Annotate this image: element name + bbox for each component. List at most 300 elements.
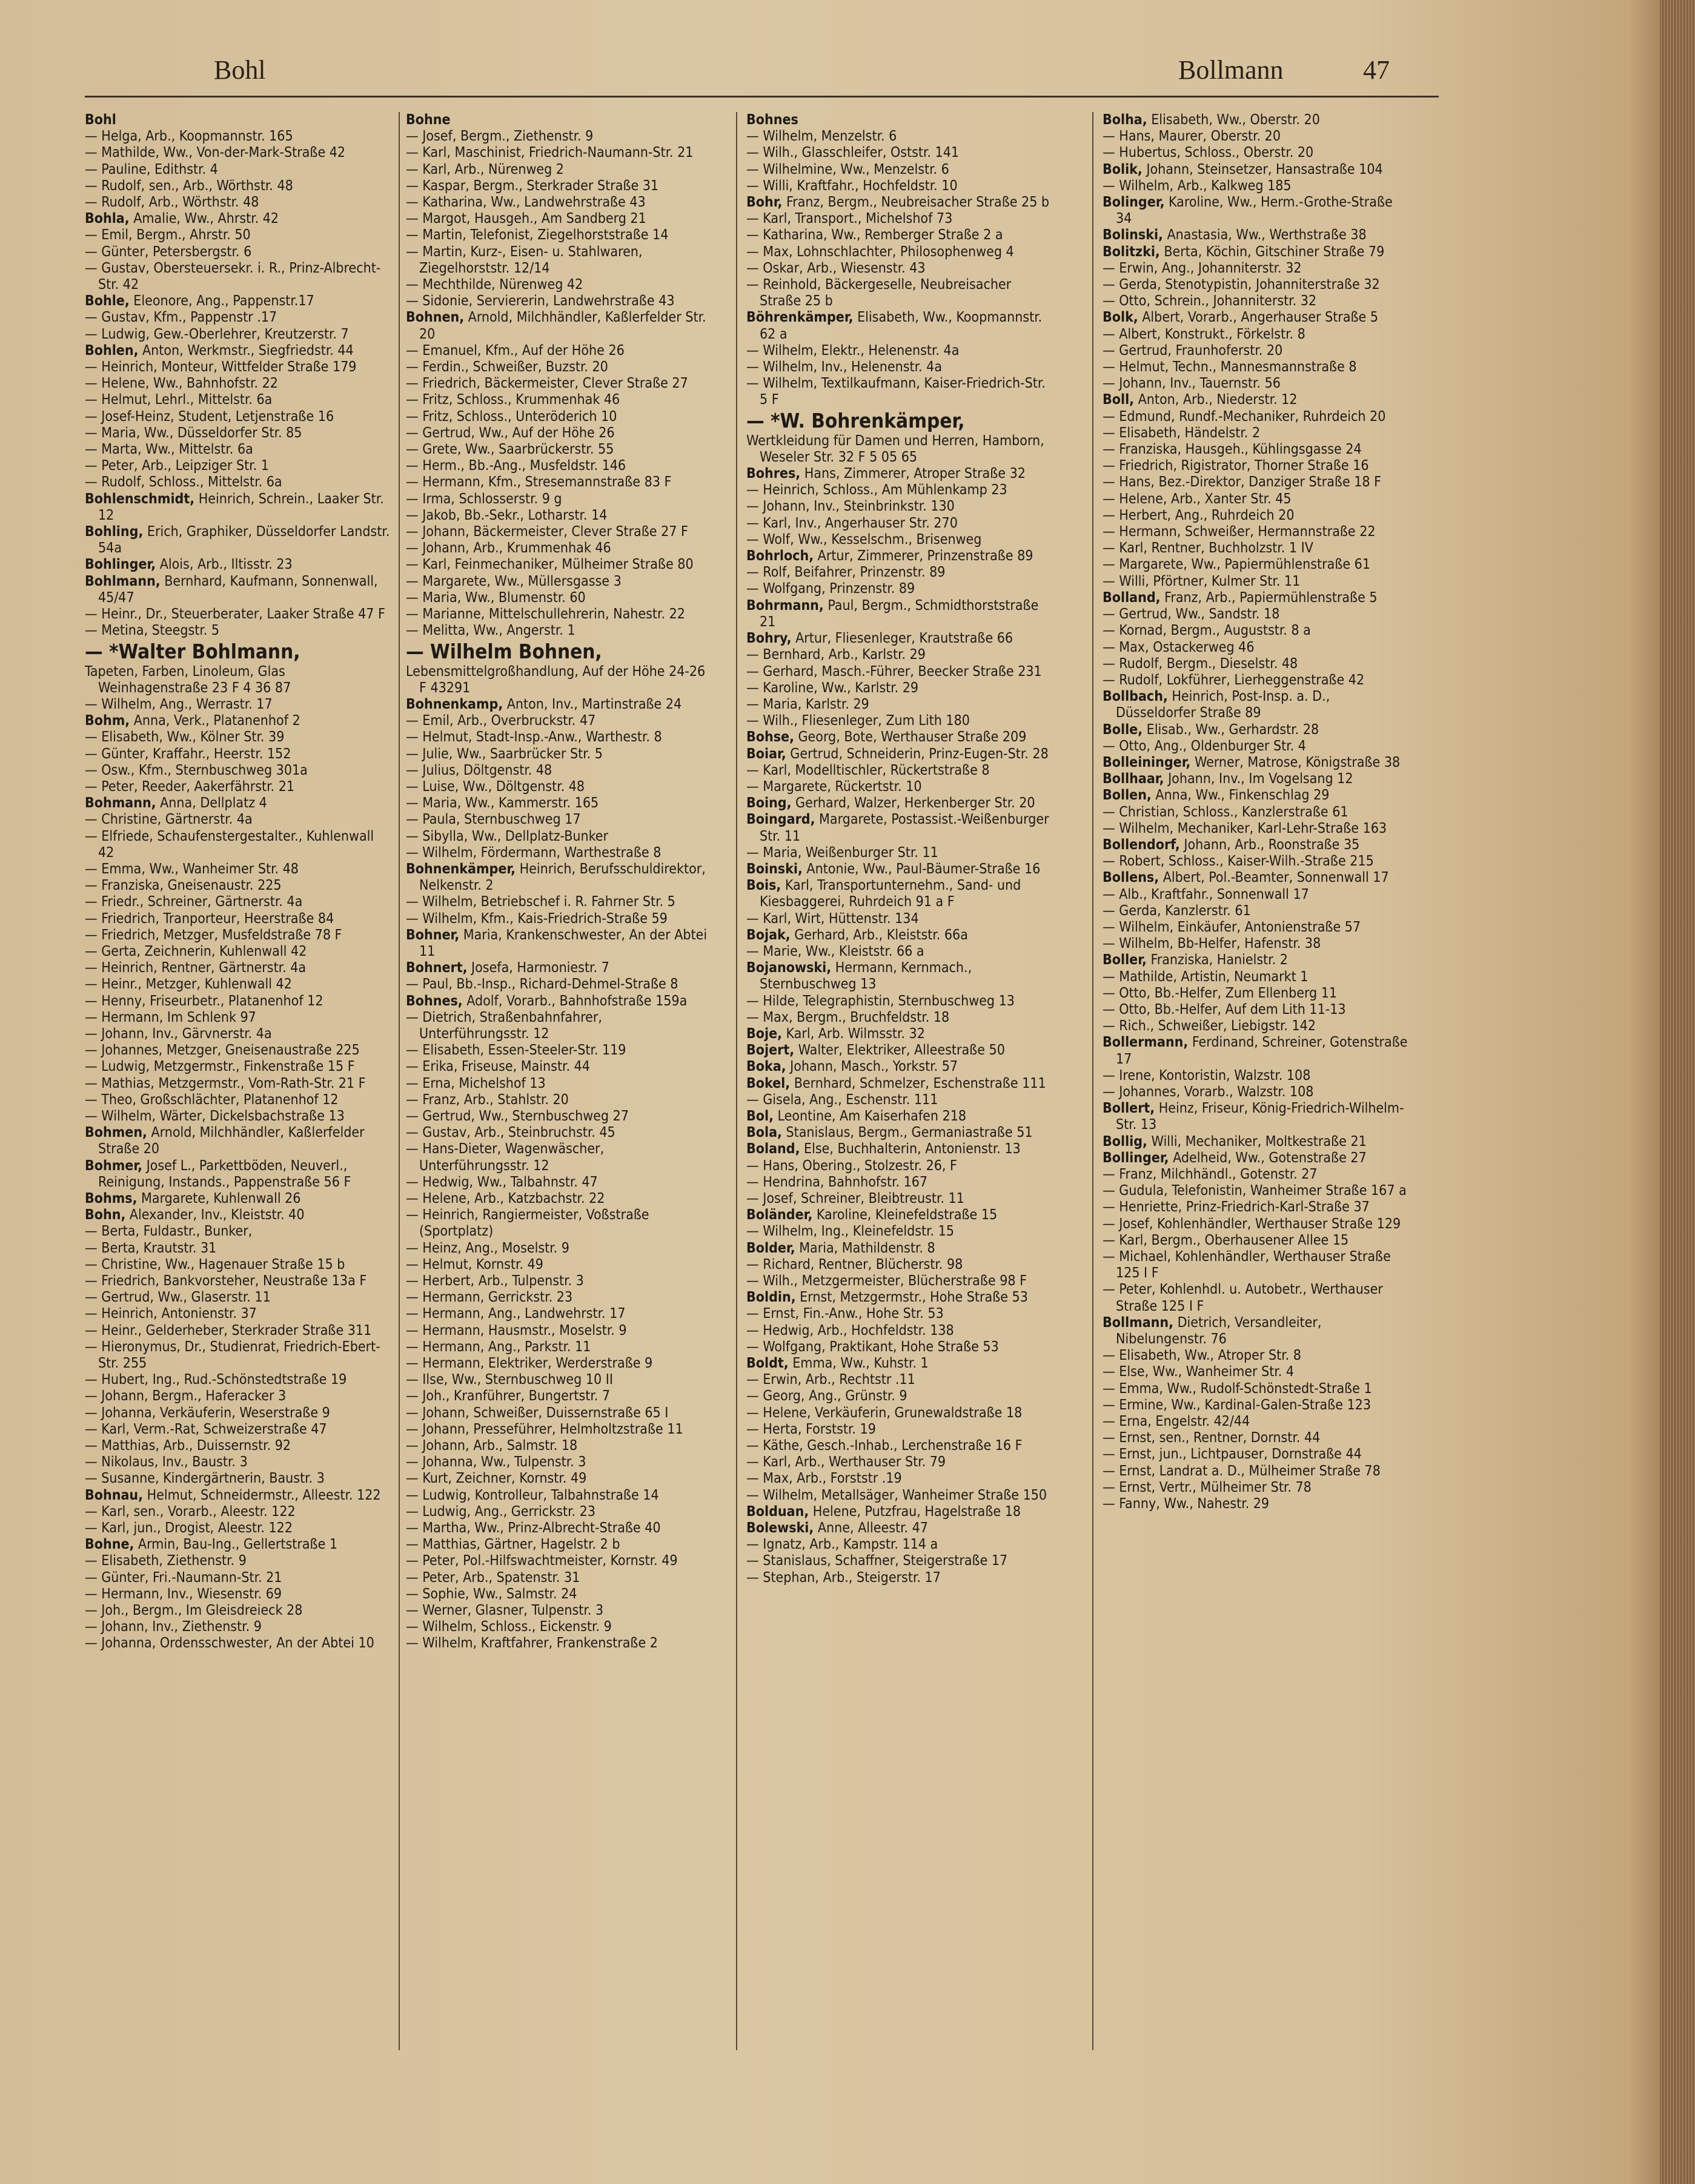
surname-heading: Bohne: [406, 112, 451, 128]
directory-entry: [746, 1388, 1055, 1405]
directory-entry: [1103, 343, 1411, 359]
entry-text: — Otto, Bb.-Helfer, Zum Ellenberg 11: [1103, 985, 1338, 1001]
entry-text: Antonie, Ww., Paul-Bäumer-Straße 16: [802, 861, 1041, 877]
entry-text: — Erwin, Ang., Johanniterstr. 32: [1103, 260, 1302, 276]
entry-text: Alois, Arb., Iltisstr. 23: [156, 557, 293, 573]
directory-entry: [406, 1257, 715, 1273]
directory-entry: [406, 1454, 715, 1471]
directory-entry: [1103, 112, 1411, 128]
directory-entry: [406, 425, 715, 442]
directory-entry: [85, 1108, 394, 1125]
directory-entry: [1103, 442, 1411, 458]
entry-text: — Heinz, Ang., Moselstr. 9: [406, 1240, 569, 1256]
entry-text: — Hilde, Telegraphistin, Sternbuschweg 13: [746, 993, 1015, 1009]
entry-text: — Willi, Pförtner, Kulmer Str. 11: [1103, 573, 1301, 589]
entry-text: Karoline, Kleinefeldstraße 15: [812, 1207, 998, 1223]
directory-entry: [85, 1026, 394, 1042]
entry-text: — Wilhelm, Ang., Werrastr. 17: [85, 696, 273, 712]
surname-heading: Boländer,: [746, 1207, 813, 1223]
directory-entry: [406, 474, 715, 491]
directory-entry: [85, 713, 394, 729]
directory-entry: [406, 829, 715, 845]
entry-text: Artur, Fliesenleger, Krautstraße 66: [791, 630, 1013, 647]
entry-text: — Sophie, Ww., Salmstr. 24: [406, 1586, 577, 1602]
directory-entry: [1103, 1034, 1411, 1067]
directory-entry: [1103, 952, 1411, 968]
directory-entry: [746, 359, 1055, 376]
directory-entry: [85, 1454, 394, 1471]
directory-entry: [406, 1273, 715, 1289]
directory-entry: [85, 392, 394, 408]
entry-text: — Wilhelm, Wärter, Dickelsbachstraße 13: [85, 1108, 345, 1124]
entry-text: — Wilhelm, Arb., Kalkweg 185: [1103, 177, 1292, 194]
directory-entry: [1103, 1166, 1411, 1183]
directory-entry: [746, 466, 1055, 482]
directory-entry: [85, 1191, 394, 1207]
entry-text: — Elisabeth, Ww., Atroper Str. 8: [1103, 1348, 1301, 1364]
directory-entry: [746, 128, 1055, 145]
entry-text: — Gustav, Arb., Steinbruchstr. 45: [406, 1125, 615, 1141]
directory-entry: [1103, 656, 1411, 672]
entry-text: — Gerhard, Masch.-Führer, Beecker Straße 231: [746, 663, 1042, 680]
entry-text: — Hans, Maurer, Oberstr. 20: [1103, 128, 1281, 145]
directory-entry: [746, 763, 1055, 779]
directory-entry: [746, 861, 1055, 878]
directory-entry: [85, 1092, 394, 1108]
directory-entry: [406, 861, 715, 894]
entry-text: — Dietrich, Straßenbahnfahrer, Unterführungsstr. 12: [406, 1009, 602, 1042]
entry-text: — Hermann, Elektriker, Werderstraße 9: [406, 1355, 653, 1372]
surname-heading: Bohne,: [85, 1537, 134, 1553]
directory-entry: [85, 911, 394, 927]
directory-entry: [406, 1355, 715, 1372]
directory-entry: [85, 1471, 394, 1487]
entry-text: — Ernst, Vertr., Mülheimer Str. 78: [1103, 1479, 1312, 1495]
directory-entry: [746, 1405, 1055, 1421]
directory-entry: [746, 680, 1055, 697]
entry-text: — Martha, Ww., Prinz-Albrecht-Straße 40: [406, 1520, 661, 1537]
directory-entry: [1103, 837, 1411, 853]
business-name: — Wilhelm Bohnen,: [406, 639, 602, 663]
directory-entry: [746, 1042, 1055, 1059]
entry-text: — Mathilde, Ww., Von-der-Mark-Straße 42: [85, 145, 346, 161]
entry-text: — Peter, Arb., Leipziger Str. 1: [85, 458, 269, 474]
entry-text: Josefa, Harmoniestr. 7: [467, 960, 609, 976]
entry-text: — Peter, Kohlenhdl. u. Autobetr., Werthauser Straße 125 I F: [1103, 1282, 1383, 1314]
directory-entry: [1103, 540, 1411, 557]
directory-entry: [85, 746, 394, 763]
directory-entry: [85, 927, 394, 944]
entry-text: Elisabeth, Ww., Koopmannstr. 62 a: [760, 309, 1043, 342]
entry-text: — Henriette, Prinz-Friedrich-Karl-Straße 37: [1103, 1199, 1370, 1216]
entry-text: — Erwin, Arb., Rechtstr .11: [746, 1372, 915, 1388]
entry-text: — Wilhelm, Bb-Helfer, Hafenstr. 38: [1103, 936, 1321, 952]
directory-entry: [1103, 162, 1411, 178]
directory-entry: [85, 491, 394, 524]
entry-text: — Julie, Ww., Saarbrücker Str. 5: [406, 746, 603, 762]
entry-text: — Hermann, Gerrickstr. 23: [406, 1289, 573, 1306]
directory-entry: [746, 911, 1055, 927]
surname-heading: Bojert,: [746, 1042, 795, 1059]
directory-entry: [85, 993, 394, 1010]
directory-entry: [746, 1438, 1055, 1454]
entry-text: — Karl, Feinmechaniker, Mülheimer Straße 80: [406, 557, 694, 573]
entry-text: — Marianne, Mittelschullehrerin, Nahestr. 22: [406, 606, 685, 623]
entry-text: — Margarete, Rückertstr. 10: [746, 778, 922, 795]
directory-entry: [1103, 194, 1411, 227]
entry-text: Franziska, Hanielstr. 2: [1146, 952, 1288, 968]
directory-entry: [85, 1553, 394, 1569]
entry-text: — Paul, Bb.-Insp., Richard-Dehmel-Straße 8: [406, 976, 678, 993]
surname-heading: Bolk,: [1103, 309, 1138, 326]
column-2: [406, 112, 715, 2068]
entry-text: — Rich., Schweißer, Liebigstr. 142: [1103, 1018, 1316, 1034]
column-3: [746, 112, 1055, 2068]
directory-entry: [406, 729, 715, 746]
directory-entry: [85, 1586, 394, 1603]
entry-text: — Karoline, Ww., Karlstr. 29: [746, 680, 919, 696]
entry-text: Albert, Pol.-Beamter, Sonnenwall 17: [1159, 870, 1389, 886]
entry-text: — Franziska, Gneisenaustr. 225: [85, 878, 282, 894]
entry-text: — Ermine, Ww., Kardinal-Galen-Straße 123: [1103, 1397, 1372, 1413]
directory-entry: [406, 145, 715, 161]
entry-text: — Gertrud, Ww., Glaserstr. 11: [85, 1289, 271, 1306]
directory-entry: [746, 1339, 1055, 1355]
directory-entry: [746, 112, 1055, 128]
directory-entry: [746, 409, 1055, 433]
surname-heading: Boldin,: [746, 1289, 796, 1306]
directory-entry: [1103, 1002, 1411, 1018]
directory-entry: [85, 829, 394, 861]
directory-entry: [1103, 1496, 1411, 1512]
directory-entry: [85, 812, 394, 828]
entry-text: — Friedrich, Bäckermeister, Clever Straße 27: [406, 376, 688, 392]
entry-text: — Emil, Arb., Overbruckstr. 47: [406, 713, 596, 729]
entry-text: Leontine, Am Kaiserhafen 218: [773, 1108, 967, 1124]
surname-heading: Bollbach,: [1103, 689, 1168, 705]
directory-entry: [406, 795, 715, 812]
directory-entry: [1103, 804, 1411, 821]
entry-text: — Wilhelm, Elektr., Helenenstr. 4a: [746, 342, 960, 359]
entry-text: — Max, Arb., Forststr .19: [746, 1471, 902, 1487]
directory-entry: [1103, 606, 1411, 623]
entry-text: — Elisabeth, Händelstr. 2: [1103, 425, 1261, 441]
directory-entry: [85, 409, 394, 425]
directory-entry: [746, 1191, 1055, 1207]
directory-entry: [406, 1141, 715, 1174]
entry-text: — Wilhelm, Betriebschef i. R. Fahrner Str. 5: [406, 894, 675, 910]
directory-entry: [406, 1504, 715, 1520]
entry-text: — Metina, Steegstr. 5: [85, 623, 220, 639]
entry-text: — Gustav, Obersteuersekr. i. R., Prinz-Albrecht-Str. 42: [85, 260, 381, 293]
entry-text: Anton, Werkmstr., Siegfriedstr. 44: [138, 342, 354, 359]
entry-text: — Wolf, Ww., Kesselschm., Brisenweg: [746, 531, 982, 548]
directory-entry: [85, 376, 394, 392]
entry-text: — Theo, Großschlächter, Platanenhof 12: [85, 1091, 339, 1108]
entry-text: Johann, Masch., Yorkstr. 57: [786, 1059, 958, 1075]
entry-text: — Emanuel, Kfm., Auf der Höhe 26: [406, 342, 625, 359]
entry-text: — Margot, Hausgeh., Am Sandberg 21: [406, 211, 646, 227]
entry-text: — Fritz, Schloss., Unteröderich 10: [406, 408, 617, 425]
directory-entry: [406, 812, 715, 828]
entry-text: — Otto, Schrein., Johanniterstr. 32: [1103, 293, 1317, 309]
directory-entry: [1103, 623, 1411, 639]
directory-entry: [85, 1042, 394, 1059]
directory-entry: [1103, 672, 1411, 689]
entry-text: — Mathilde, Artistin, Neumarkt 1: [1103, 968, 1309, 985]
directory-entry: [406, 976, 715, 993]
surname-heading: Bollig,: [1103, 1133, 1147, 1150]
surname-heading: Boland,: [746, 1141, 800, 1157]
entry-text: — Wilhelm, Einkäufer, Antonienstraße 57: [1103, 919, 1361, 935]
directory-entry: [406, 1240, 715, 1257]
directory-entry: [746, 697, 1055, 713]
entry-text: — Irma, Schlosserstr. 9 g: [406, 491, 562, 507]
entry-text: — Osw., Kfm., Sternbuschweg 301a: [85, 762, 308, 778]
surname-heading: Bolinski,: [1103, 227, 1163, 243]
entry-text: — Karl, Rentner, Buchholzstr. 1 IV: [1103, 540, 1313, 557]
entry-text: Stanislaus, Bergm., Germaniastraße 51: [781, 1125, 1033, 1141]
entry-text: — Hans, Bez.-Direktor, Danziger Straße 18 F: [1103, 474, 1382, 491]
directory-entry: [1103, 1430, 1411, 1446]
directory-entry: [85, 1339, 394, 1372]
surname-heading: Bollhaar,: [1103, 771, 1164, 787]
entry-text: — Rudolf, sen., Arb., Wörthstr. 48: [85, 177, 293, 194]
entry-text: — Josef-Heinz, Student, Letjenstraße 16: [85, 408, 334, 425]
surname-heading: Boje,: [746, 1025, 782, 1042]
entry-text: — Wilhelm, Inv., Helenenstr. 4a: [746, 359, 943, 376]
directory-entry: [746, 1289, 1055, 1306]
entry-text: — Gerda, Stenotypistin, Johanniterstraße 32: [1103, 277, 1380, 293]
entry-text: — Johannes, Vorarb., Walzstr. 108: [1103, 1084, 1314, 1100]
entry-text: — Johann, Inv., Tauernstr. 56: [1103, 376, 1281, 392]
entry-text: — Herm., Bb.-Ang., Musfeldstr. 146: [406, 458, 626, 474]
directory-entry: [85, 1240, 394, 1257]
entry-text: Anton, Inv., Martinstraße 24: [503, 696, 682, 712]
surname-heading: Bojanowski,: [746, 960, 832, 976]
directory-entry: [406, 211, 715, 227]
entry-text: — Robert, Schloss., Kaiser-Wilh.-Straße 215: [1103, 853, 1374, 870]
entry-text: — Heinrich, Rangiermeister, Voßstraße (Sportplatz): [406, 1207, 649, 1240]
running-head-right: Bollmann: [1178, 55, 1284, 85]
directory-entry: [85, 1010, 394, 1026]
directory-entry: [746, 1257, 1055, 1273]
column-4: [1103, 112, 1411, 2068]
directory-entry: [406, 112, 715, 128]
entry-text: — Else, Ww., Wanheimer Str. 4: [1103, 1364, 1295, 1380]
directory-entry: [406, 746, 715, 763]
entry-text: — Rudolf, Schloss., Mittelstr. 6a: [85, 474, 282, 491]
directory-entry: [746, 178, 1055, 194]
surname-heading: Bol,: [746, 1108, 774, 1124]
surname-heading: Bola,: [746, 1125, 782, 1141]
entry-text: Bernhard, Kaufmann, Sonnenwall, 45/47: [98, 573, 378, 606]
surname-heading: Boinski,: [746, 861, 803, 877]
entry-text: Gertrud, Schneiderin, Prinz-Eugen-Str. 28: [786, 746, 1049, 762]
directory-entry: [746, 498, 1055, 515]
directory-entry: [746, 1454, 1055, 1471]
directory-entry: [406, 194, 715, 211]
directory-entry: [85, 861, 394, 878]
directory-entry: [406, 442, 715, 458]
entry-text: — Hermann, Schweißer, Hermannstraße 22: [1103, 524, 1376, 540]
directory-entry: [406, 1388, 715, 1405]
entry-text: Arnold, Milchhändler, Kaßlerfelder Str. 20: [419, 309, 706, 342]
surname-heading: Bohnenkamp,: [406, 696, 503, 712]
entry-text: — Katharina, Ww., Landwehrstraße 43: [406, 194, 646, 211]
directory-entry: [1103, 409, 1411, 425]
entry-text: — Wilhelm, Fördermann, Warthestraße 8: [406, 844, 662, 861]
directory-entry: [85, 359, 394, 376]
entry-text: — Johannes, Metzger, Gneisenaustraße 225: [85, 1042, 360, 1059]
entry-text: — Wilhelmine, Ww., Menzelstr. 6: [746, 161, 949, 177]
directory-entry: [1103, 178, 1411, 194]
entry-text: — Ferdin., Schweißer, Buzstr. 20: [406, 359, 608, 376]
surname-heading: Bohling,: [85, 524, 144, 540]
surname-heading: Bohlmann,: [85, 573, 161, 589]
directory-entry: [746, 630, 1055, 647]
directory-entry: [406, 293, 715, 309]
directory-entry: [85, 211, 394, 227]
directory-entry: [746, 145, 1055, 161]
directory-entry: [1103, 227, 1411, 243]
directory-entry: [406, 1421, 715, 1438]
directory-entry: [85, 1603, 394, 1619]
directory-entry: [85, 960, 394, 976]
entry-text: — Josef, Kohlenhändler, Werthauser Straße 129: [1103, 1216, 1401, 1232]
entry-text: — Grete, Ww., Saarbrückerstr. 55: [406, 442, 614, 458]
surname-heading: Bohnau,: [85, 1487, 144, 1503]
entry-text: Tapeten, Farben, Linoleum, Glas Weinhagenstraße 23 F 4 36 87: [85, 663, 291, 696]
directory-entry: [406, 392, 715, 408]
entry-text: — Paula, Sternbuschweg 17: [406, 812, 581, 828]
directory-entry: [746, 1141, 1055, 1157]
surname-heading: Bollert,: [1103, 1100, 1155, 1117]
entry-text: Heinrich, Schrein., Laaker Str. 12: [98, 491, 384, 523]
entry-text: — Hieronymus, Dr., Studienrat, Friedrich-Ebert-Str. 255: [85, 1339, 380, 1372]
directory-entry: [406, 1520, 715, 1537]
directory-entry: [1103, 244, 1411, 260]
entry-text: Anna, Dellplatz 4: [156, 795, 267, 812]
entry-text: Walter, Elektriker, Alleestraße 50: [794, 1042, 1005, 1059]
entry-text: — Julius, Döltgenstr. 48: [406, 762, 552, 778]
directory-entry: [746, 548, 1055, 564]
entry-text: — Herbert, Ang., Ruhrdeich 20: [1103, 507, 1295, 523]
surname-heading: Bohner,: [406, 927, 460, 943]
entry-text: Johann, Inv., Im Vogelsang 12: [1164, 771, 1353, 787]
directory-entry: [1103, 985, 1411, 1002]
directory-entry: [406, 244, 715, 277]
entry-text: — Günter, Fri.-Naumann-Str. 21: [85, 1569, 282, 1586]
directory-entry: [85, 1076, 394, 1092]
entry-text: — Otto, Ang., Oldenburger Str. 4: [1103, 738, 1306, 754]
directory-entry: [746, 564, 1055, 581]
entry-text: — Wilhelm, Menzelstr. 6: [746, 128, 897, 145]
directory-entry: [85, 1059, 394, 1075]
surname-heading: Boingard,: [746, 812, 815, 828]
surname-heading: Bohn,: [85, 1207, 126, 1223]
directory-entry: [406, 590, 715, 606]
directory-entry: [406, 491, 715, 508]
directory-entry: [1103, 392, 1411, 408]
entry-text: — Helene, Ww., Bahnhofstr. 22: [85, 376, 278, 392]
directory-entry: [85, 244, 394, 260]
directory-entry: [746, 515, 1055, 532]
directory-entry: [1103, 491, 1411, 508]
entry-text: — Erika, Friseuse, Mainstr. 44: [406, 1059, 590, 1075]
directory-entry: [85, 1570, 394, 1586]
entry-text: — Oskar, Arb., Wiesenstr. 43: [746, 260, 926, 276]
entry-text: — Helga, Arb., Koopmannstr. 165: [85, 128, 293, 145]
directory-entry: [406, 713, 715, 729]
entry-text: — Joh., Bergm., Im Gleisdreieck 28: [85, 1603, 303, 1619]
entry-text: Josef L., Parkettböden, Neuverl., Reinigung, Instands., Pappenstraße 56 F: [98, 1157, 351, 1190]
directory-entry: [746, 376, 1055, 408]
directory-entry: [406, 1306, 715, 1322]
entry-text: — Maria, Karlstr. 29: [746, 696, 869, 712]
directory-entry: [746, 927, 1055, 944]
surname-heading: Bohnen,: [406, 309, 465, 326]
surname-heading: Bohrloch,: [746, 548, 814, 564]
directory-entry: [746, 1487, 1055, 1504]
entry-text: — Stanislaus, Schaffner, Steigerstraße 17: [746, 1553, 1008, 1569]
directory-entry: [406, 664, 715, 697]
entry-text: — Hendrina, Bahnhofstr. 167: [746, 1174, 928, 1190]
entry-text: Hans, Zimmerer, Atroper Straße 32: [800, 466, 1026, 482]
directory-entry: [85, 640, 394, 664]
entry-text: — Ludwig, Ang., Gerrickstr. 23: [406, 1503, 595, 1520]
surname-heading: Bokel,: [746, 1075, 791, 1091]
entry-text: — Elisabeth, Ww., Kölner Str. 39: [85, 729, 285, 746]
entry-text: — Hermann, Inv., Wiesenstr. 69: [85, 1586, 282, 1602]
entry-text: — Johann, Arb., Salmstr. 18: [406, 1438, 578, 1454]
directory-entry: [746, 729, 1055, 746]
entry-text: — Hermann, Ang., Parkstr. 11: [406, 1339, 591, 1355]
directory-entry: [85, 664, 394, 697]
directory-entry: [1103, 853, 1411, 870]
entry-text: — Erna, Engelstr. 42/44: [1103, 1414, 1250, 1430]
directory-entry: [1103, 1315, 1411, 1348]
entry-text: Wertkleidung für Damen und Herren, Hamborn, Weseler Str. 32 F 5 05 65: [746, 432, 1044, 465]
surname-heading: Bohmann,: [85, 795, 156, 812]
entry-text: Dietrich, Versandleiter, Nibelungenstr. 76: [1116, 1314, 1322, 1348]
entry-text: Eleonore, Ang., Pappenstr.17: [129, 293, 314, 309]
directory-entry: [1103, 557, 1411, 573]
directory-entry: [746, 1207, 1055, 1223]
directory-entry: [746, 1240, 1055, 1257]
page-edge: [1660, 0, 1695, 2184]
directory-entry: [406, 1125, 715, 1141]
entry-text: — Max, Bergm., Bruchfeldstr. 18: [746, 1009, 950, 1025]
directory-entry: [746, 1026, 1055, 1042]
directory-entry: [406, 1042, 715, 1059]
directory-entry: [746, 1174, 1055, 1191]
entry-text: — Herta, Forststr. 19: [746, 1421, 876, 1437]
entry-text: Karl, Arb. Wilmsstr. 32: [781, 1025, 925, 1042]
directory-entry: [1103, 640, 1411, 656]
directory-entry: [406, 1010, 715, 1042]
directory-entry: [746, 1273, 1055, 1289]
entry-text: — Susanne, Kindergärtnerin, Baustr. 3: [85, 1471, 325, 1487]
entry-text: — Karl, Inv., Angerhauser Str. 270: [746, 515, 958, 531]
surname-heading: Bolewski,: [746, 1520, 814, 1537]
entry-text: — Elisabeth, Essen-Steeler-Str. 119: [406, 1042, 626, 1059]
directory-entry: [406, 697, 715, 713]
entry-text: Ferdinand, Schreiner, Gotenstraße 17: [1116, 1034, 1408, 1067]
entry-text: Gerhard, Walzer, Herkenberger Str. 20: [791, 795, 1035, 812]
entry-text: — Rudolf, Lokführer, Lierheggenstraße 42: [1103, 672, 1365, 688]
entry-text: — Elfriede, Schaufenstergestalter., Kuhlenwall 42: [85, 828, 374, 861]
